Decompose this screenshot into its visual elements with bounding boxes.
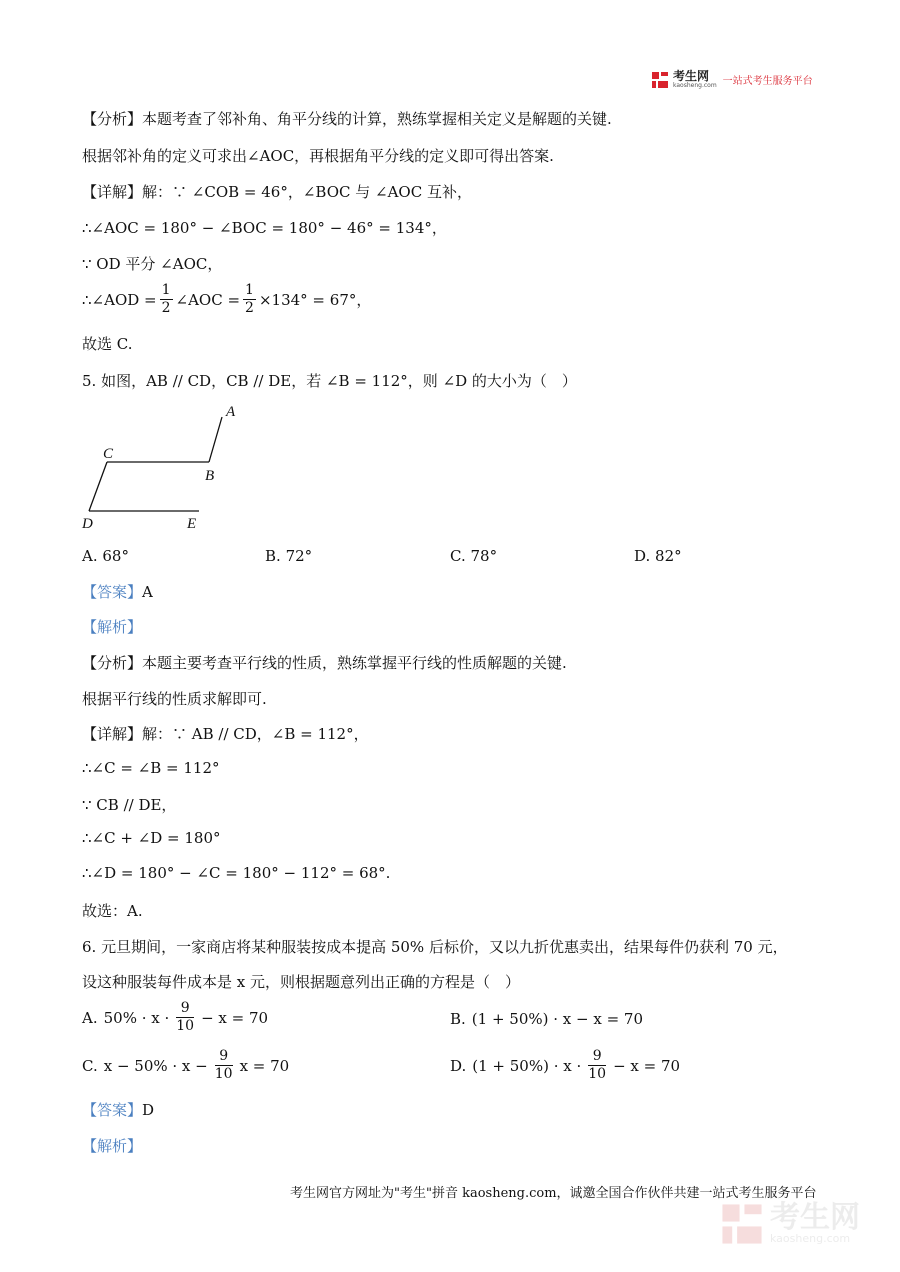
fraction-nine-tenths [176,1000,194,1035]
q5-answer [82,581,153,602]
fraction-denominator: 10 [214,1066,233,1082]
q5-option-b [265,547,312,565]
fraction-one-half-2 [243,282,256,317]
option-c-pre: x − 50% · x − [103,1056,208,1075]
label-point-c: C [103,446,114,462]
segment-cd [89,462,107,511]
logo-slogan: 一站式考生服务平台 [722,76,813,87]
prev-detail-line-1: 【详解】解：∵ ∠COB = 46°，∠BOC 与 ∠AOC 互补， [82,183,472,201]
kaosheng-logo-icon [651,71,669,89]
q5-parallel-lines-figure [78,398,248,533]
prev-detail-line-2: ∴∠AOC = 180° − ∠BOC = 180° − 46° = 134°， [82,219,447,237]
fraction-denominator: 10 [588,1066,607,1082]
option-label: D. [450,1056,467,1075]
q5-method: 根据平行线的性质求解即可. [82,690,267,708]
option-value: 78° [470,547,498,565]
header-logo [651,70,813,89]
q5-option-c [450,547,497,565]
q5-conclusion: 故选：A. [82,902,143,920]
watermark [720,1202,860,1246]
option-d-post: − x = 70 [613,1056,681,1075]
q5-option-a [82,547,129,565]
option-c-post: x = 70 [239,1056,290,1075]
fraction-nine-tenths-c [215,1048,233,1083]
q5-detail-line-4: ∴∠C + ∠D = 180° [82,829,221,847]
q6-stem-line-2: 设这种服装每件成本是 x 元，则根据题意列出正确的方程是（ ） [82,973,520,991]
fraction-denominator: 2 [161,300,171,316]
option-b-text: (1 + 50%) · x − x = 70 [471,1010,644,1028]
option-label: C. [450,547,466,565]
option-value: 68° [102,547,129,565]
fraction-numerator: 9 [215,1048,233,1066]
option-label: A. [82,547,98,565]
logo-domain: kaosheng.com [673,82,717,89]
prev-conclusion: 故选 C. [82,335,133,353]
q6-explain-tag: 【解析】 [82,1137,143,1155]
option-value: 72° [285,547,313,565]
fraction-denominator: 10 [176,1018,195,1034]
watermark-logo-icon [720,1202,764,1246]
prev-line4-suffix: ×134° = 67°， [258,291,372,309]
fraction-numerator-2: 1 [245,282,254,298]
label-point-e: E [187,516,197,532]
logo-brand: 考生网 [673,69,710,83]
fraction-numerator: 1 [161,282,171,298]
q5-detail-line-5: ∴∠D = 180° − ∠C = 180° − 112° = 68°. [82,864,391,882]
prev-analysis: 【分析】本题考查了邻补角、角平分线的计算，熟练掌握相关定义是解题的关键. [82,110,612,128]
q5-detail-line-3: ∵ CB // DE， [82,796,177,814]
q6-option-c [82,1048,289,1083]
answer-value: A [142,583,153,601]
option-value: 82° [655,547,682,565]
q5-analysis: 【分析】本题主要考查平行线的性质，熟练掌握平行线的性质解题的关键. [82,654,567,672]
prev-detail-line-3: ∵ OD 平分 ∠AOC， [82,255,223,273]
prev-line4-prefix: ∴∠AOD = [82,290,157,309]
segment-ba [209,417,222,462]
q5-stem: 5. 如图，AB // CD，CB // DE，若 ∠B = 112°，则 ∠D 的大小为（ ） [82,372,577,390]
option-label: A. [82,1008,98,1027]
footer-text: 考生网官方网址为"考生"拼音 kaosheng.com，诚邀全国合作伙伴共建一站式考生服务平台 [290,1186,817,1201]
fraction-numerator: 9 [588,1048,606,1066]
option-a-pre: 50% · x · [103,1008,170,1027]
q6-stem-line-1: 6. 元旦期间，一家商店将某种服装按成本提高 50% 后标价，又以九折优惠卖出，结果每件仍获利 70 元， [82,938,788,956]
q5-explain-tag: 【解析】 [82,618,143,636]
watermark-brand: 考生网 [770,1200,860,1235]
prev-detail-line-4 [82,282,371,317]
option-d-pre: (1 + 50%) · x · [472,1056,582,1075]
q5-option-d [634,547,682,565]
option-a-post: − x = 70 [201,1008,269,1027]
prev-line4-mid: ∠AOC = [175,290,241,309]
answer-tag: 【答案】 [82,1101,143,1119]
option-label: B. [265,547,281,565]
answer-tag: 【答案】 [82,583,143,601]
fraction-denominator-2: 2 [245,300,254,316]
q5-detail-line-2: ∴∠C = ∠B = 112° [82,759,220,777]
option-label: C. [82,1056,98,1075]
q5-detail-line-1: 【详解】解：∵ AB // CD，∠B = 112°， [82,725,369,743]
prev-method: 根据邻补角的定义可求出∠AOC，再根据角平分线的定义即可得出答案. [82,147,554,165]
fraction-numerator: 9 [176,1000,194,1018]
answer-value: D [142,1101,155,1119]
fraction-one-half [160,282,173,317]
q6-answer [82,1099,154,1120]
q6-option-d [450,1048,680,1083]
label-point-a: A [226,404,236,420]
label-point-b: B [205,468,215,484]
fraction-nine-tenths-d [588,1048,606,1083]
option-label: B. [450,1010,466,1028]
q6-option-a [82,1000,268,1035]
watermark-domain: kaosheng.com [770,1232,851,1245]
option-label: D. [634,547,651,565]
q6-option-b [450,1010,643,1028]
label-point-d: D [82,516,93,532]
